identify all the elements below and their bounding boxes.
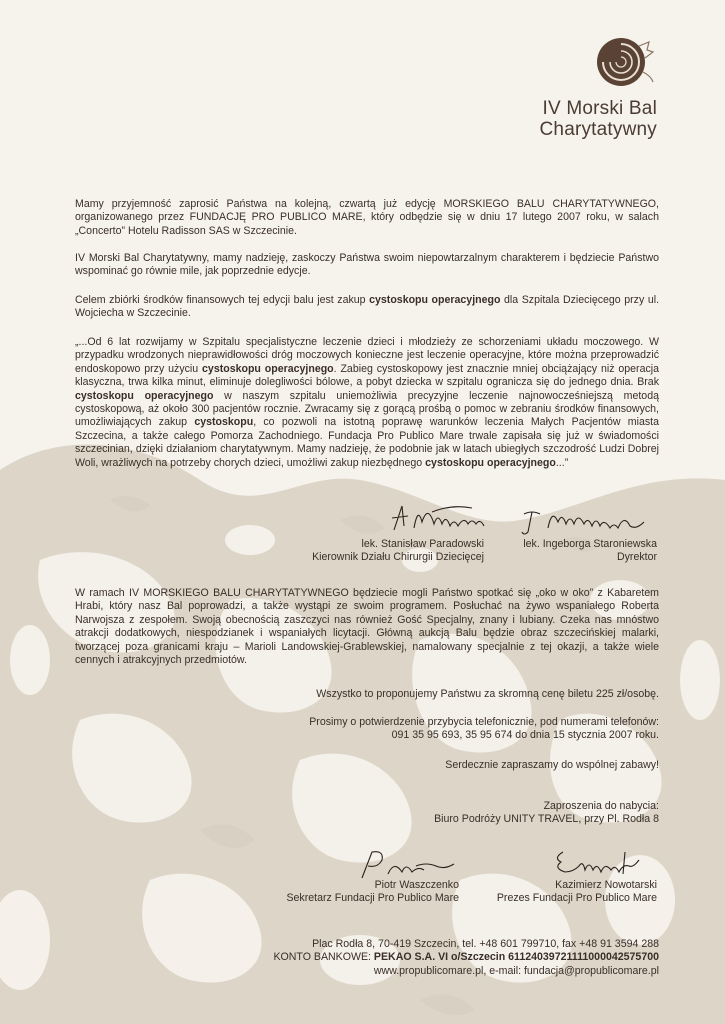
quote-segment: ...” bbox=[555, 456, 569, 469]
intro-paragraph-3 bbox=[75, 294, 659, 321]
program-paragraph: W ramach IV MORSKIEGO BALU CHARYTATYWNEGO będziecie mogli Państwo spotkać się „oko w oko” z Kabaretem Hrabi, który nasz Bal poprowadzi, a także wystąpi ze swoim programem. Posłuchać na żywo wspaniałego Roberta Narwojsza z zespołem. Swoją obecnością zaszczyci nas również Gość Specjalny, znany i lubiany. Czeka nas mnóstwo atrakcji dodatkowych, niespodzianek i wspaniałych licytacji. Główną aukcją Balu będzie obraz szczecińskiej malarki, tworzącej poza granicami kraju – Marioli Landowskiej-Grablewskiej, namalowany specjalnie z tej okazji, a także wiele cennych i atrakcyjnych przedmiotów. bbox=[75, 587, 659, 667]
signatory-title: Dyrektor bbox=[616, 551, 657, 564]
signature-paradowski bbox=[388, 500, 493, 536]
quote-highlight: cystoskopu operacyjnego bbox=[202, 362, 334, 375]
shell-logo-icon bbox=[589, 32, 657, 94]
goal-highlight: cystoskopu operacyjnego bbox=[369, 294, 501, 306]
goal-text: Celem zbiórki środków finansowych tej edycji balu jest zakup bbox=[75, 294, 370, 306]
signatory-title: Prezes Fundacji Pro Publico Mare bbox=[496, 892, 657, 905]
quote-segment: . Zabieg cystoskopowy jest znacznie mniej obciążający niż operacja klasyczna, trwa kilka minut, eliminuje dolegliwości bólowe, a pobyt dziecka w szpitalu ogranicza się do jednego dnia. Brak bbox=[75, 362, 660, 389]
quote-segment: „...Od 6 lat rozwijamy w Szpitalu specjalistyczne leczenie dzieci i młodzieży ze schorzeniami układu moczowego. W przypadku wrodzonych nieprawidłowości dróg moczowych konieczne jest leczenie operacyjne, które można przeprowadzić endoskopowo przy użyciu bbox=[75, 336, 659, 375]
event-title-line1: IV Morski Bal bbox=[542, 98, 657, 119]
tickets-location: Biuro Podróży UNITY TRAVEL, przy Pl. Rodła 8 bbox=[434, 813, 659, 826]
signatory-title: Kierownik Działu Chirurgii Dziecięcej bbox=[312, 551, 484, 564]
invitation-closing: Serdecznie zapraszamy do wspólnej zabawy! bbox=[445, 759, 659, 771]
footer-bank-account bbox=[273, 951, 659, 964]
signatory-staroniewska bbox=[523, 538, 657, 565]
goal-text-end: dla Szpitala Dziecięcego przy ul. Wojciecha w Szczecinie. bbox=[75, 294, 660, 320]
footer-web-email: www.propublicomare.pl, e-mail: fundacja@propublicomare.pl bbox=[373, 964, 659, 977]
footer-address: Plac Rodła 8, 70-419 Szczecin, tel. +48 601 799710, fax +48 91 3594 288 bbox=[312, 938, 659, 950]
signatory-waszczenko bbox=[286, 879, 459, 906]
hospital-quote bbox=[75, 336, 659, 470]
signature-waszczenko bbox=[358, 848, 463, 882]
signatory-nowotarski bbox=[497, 879, 657, 906]
tickets-label: Zaproszenia do nabycia: bbox=[543, 800, 659, 812]
event-title-line2: Charytatywny bbox=[539, 119, 657, 140]
event-title bbox=[397, 98, 657, 140]
quote-highlight: cystoskopu operacyjnego bbox=[425, 456, 556, 469]
confirmation-phones: 091 35 95 693, 35 95 674 do dnia 15 stycznia 2007 roku. bbox=[391, 729, 659, 742]
signatory-name: Kazimierz Nowotarski bbox=[555, 879, 657, 891]
ticket-sales-info bbox=[434, 800, 659, 827]
signature-staroniewska bbox=[518, 504, 668, 538]
contact-footer bbox=[273, 938, 659, 978]
intro-paragraph-2: IV Morski Bal Charytatywny, mamy nadzieję, zaskoczy Państwa swoim niepowtarzalnym charakterem i będziecie Państwo wspominać go równie mile, jak poprzednie edycje. bbox=[75, 252, 659, 278]
confirmation-info bbox=[309, 716, 659, 743]
quote-highlight: cystoskopu operacyjnego bbox=[75, 389, 214, 402]
quote-segment: w naszym szpitalu uniemożliwia precyzyjne leczenie najnowocześniejszą metodą cystoskopową, aż około 300 pacjentów rocznie. Zwracamy się z gorącą prośbą o pomoc w zebraniu środków finansowych, umożliwiających zakup bbox=[75, 389, 659, 429]
signatory-paradowski bbox=[312, 538, 484, 565]
bank-label: KONTO BANKOWE: bbox=[273, 951, 374, 964]
confirmation-line: Prosimy o potwierdzenie przybycia telefonicznie, pod numerami telefonów: bbox=[309, 716, 659, 728]
bank-number: PEKAO S.A. VI o/Szczecin 61124039721111000042575700 bbox=[373, 951, 659, 964]
signatory-name: lek. Ingeborga Staroniewska bbox=[523, 538, 657, 550]
quote-highlight: cystoskopu bbox=[194, 416, 254, 429]
intro-paragraph-1: Mamy przyjemność zaprosić Państwa na kolejną, czwartą już edycję MORSKIEGO BALU CHARYTATYWNEGO, organizowanego przez FUNDACJĘ PRO PUBLICO MARE, który odbędzie się w dniu 17 lutego 2007 roku, w salach „Concerto” Hotelu Radisson SAS w Szczecinie. bbox=[75, 198, 659, 237]
signature-nowotarski bbox=[553, 846, 658, 880]
quote-segment: , co pozwoli na istotną poprawę warunków leczenia Małych Pacjentów miasta Szczecina, a także całego Pomorza Zachodniego. Fundacja Pro Publico Mare trwale zapisała się już w świadomości szczecinian, dzięki działaniom charytatywnym. Mamy nadzieję, że podobnie jak w latach ubiegłych szczodrość Ludzi Dobrej Woli, wrażliwych na potrzeby chorych dzieci, umożliwi zakup niezbędnego bbox=[75, 416, 659, 469]
signatory-title: Sekretarz Fundacji Pro Publico Mare bbox=[286, 892, 459, 905]
signatory-name: Piotr Waszczenko bbox=[374, 879, 459, 891]
signatory-name: lek. Stanisław Paradowski bbox=[361, 538, 484, 550]
ticket-price: Wszystko to proponujemy Państwu za skromną cenę biletu 225 zł/osobę. bbox=[316, 688, 659, 700]
